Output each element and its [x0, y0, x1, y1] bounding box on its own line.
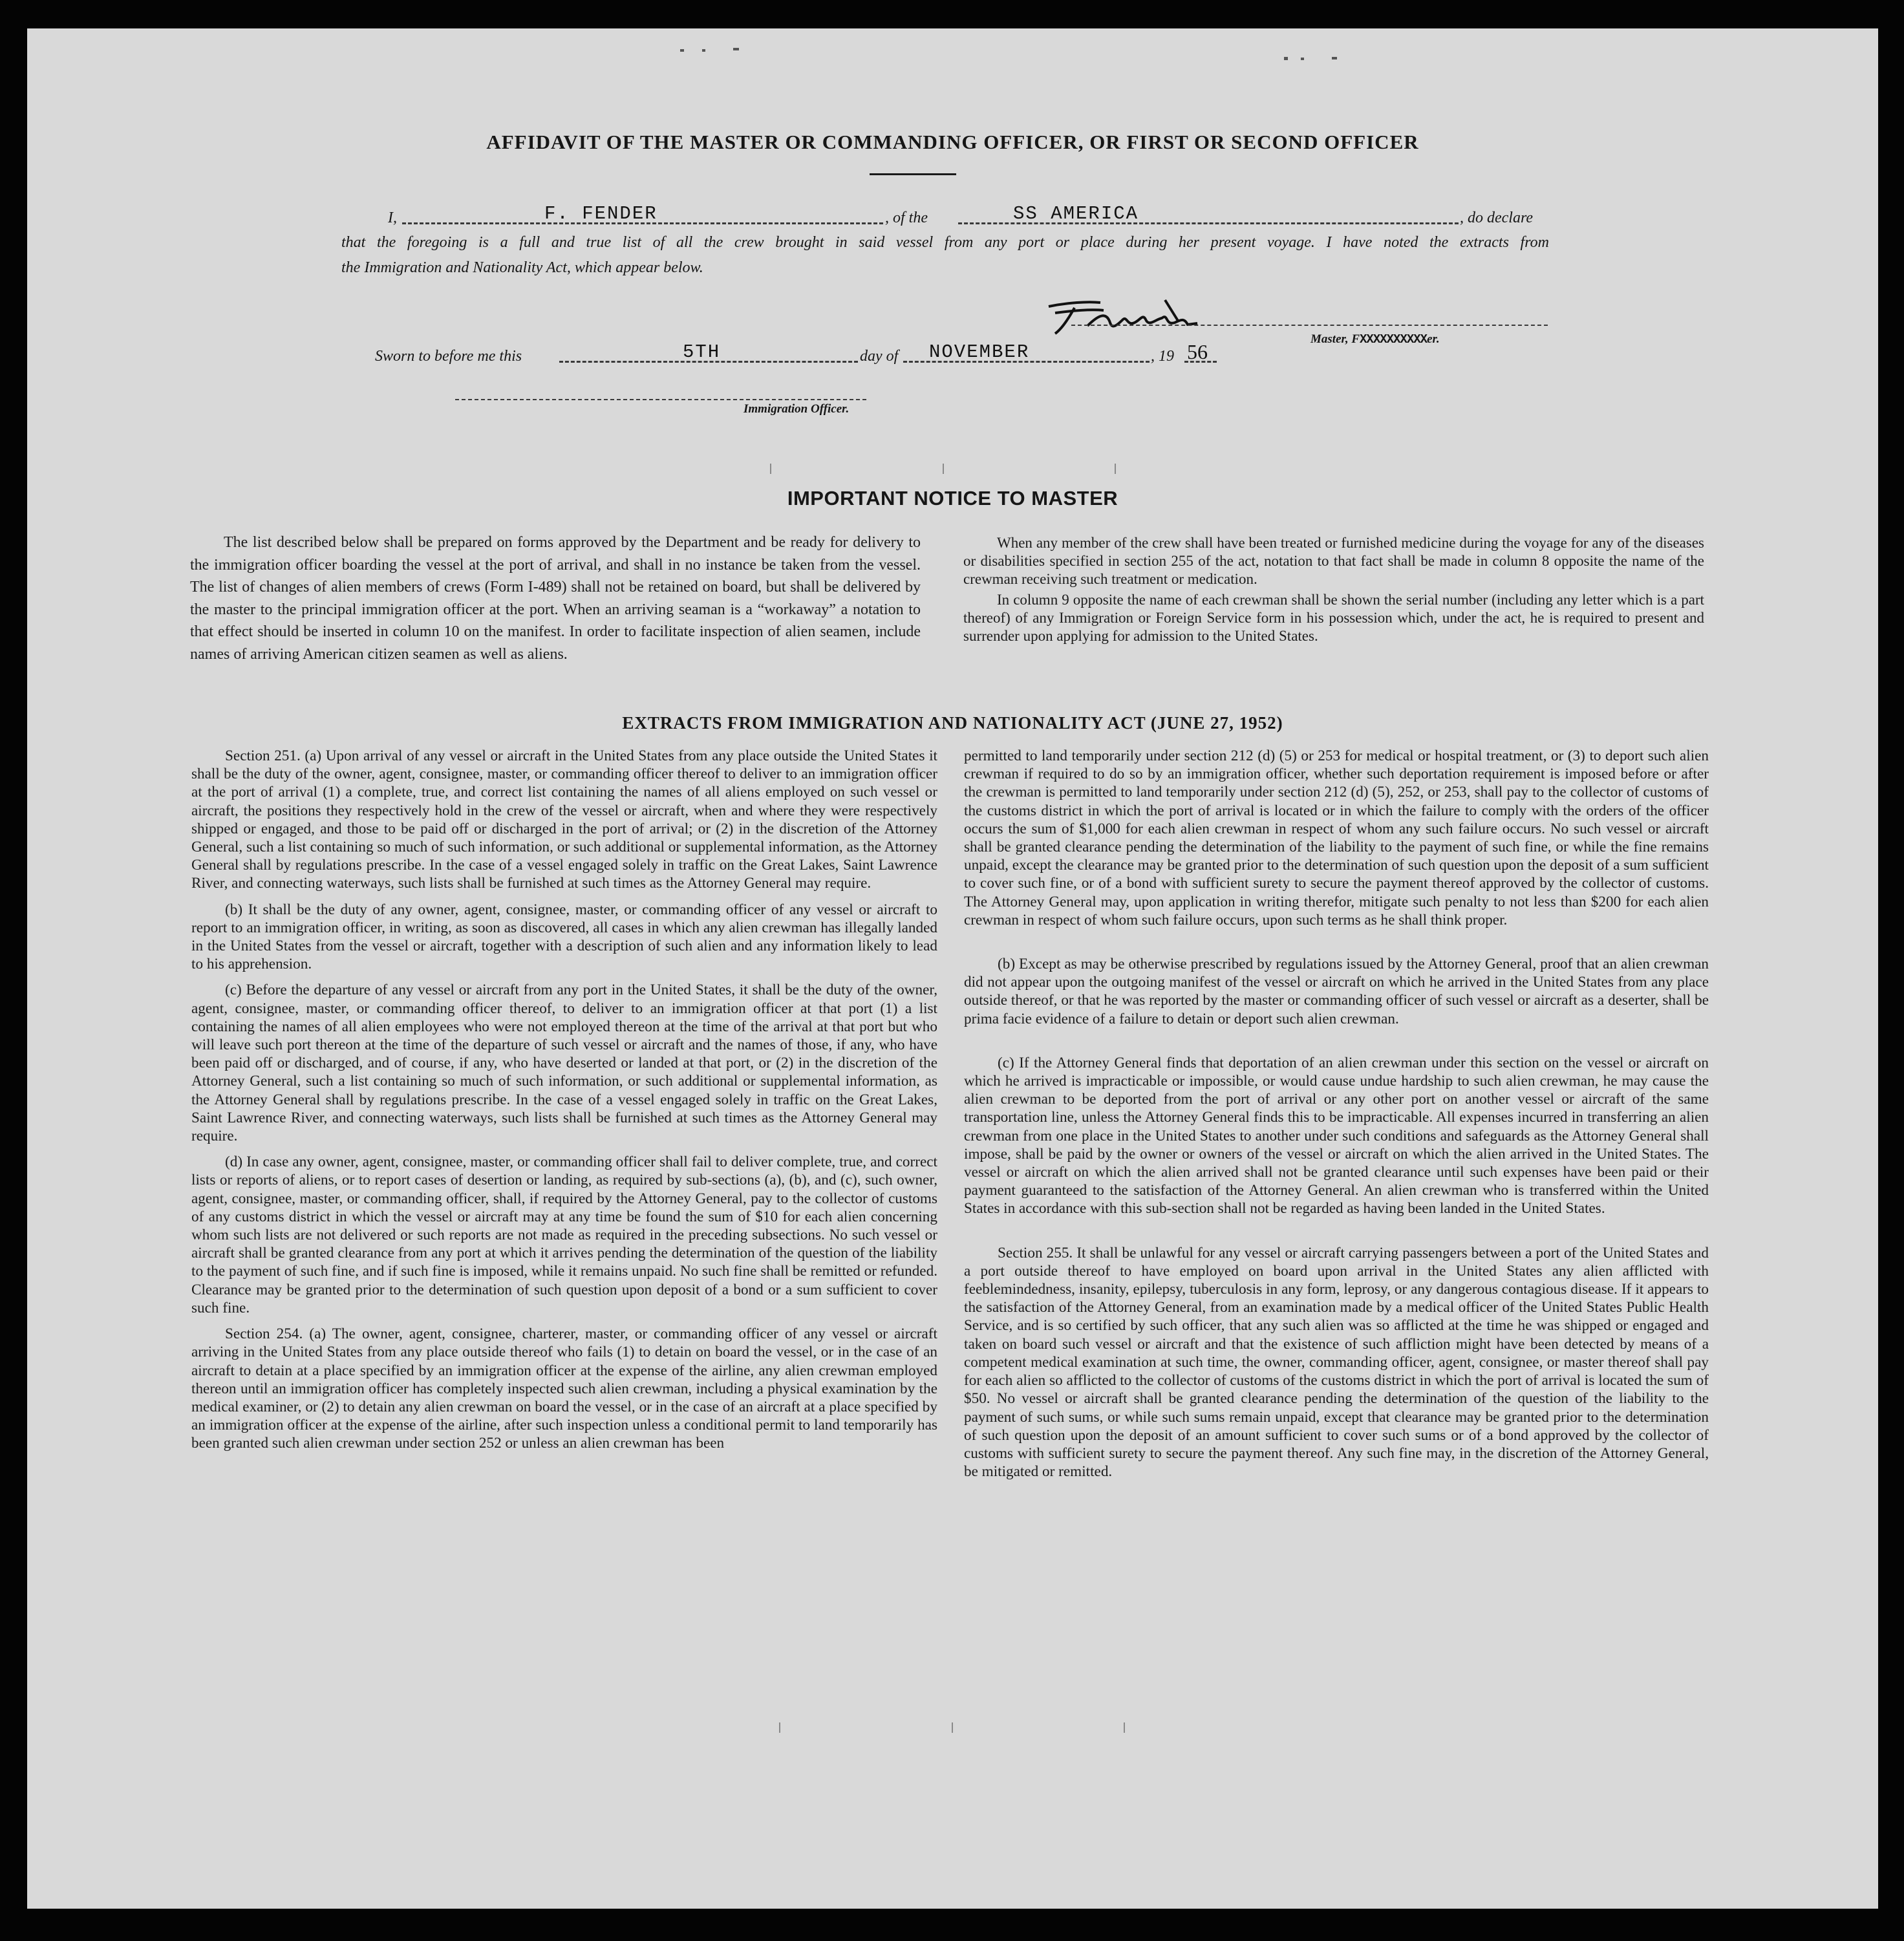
notice-title: IMPORTANT NOTICE TO MASTER — [787, 487, 1118, 509]
section-251b: (b) It shall be the duty of any owner, agent, consignee, master, or commanding officer of any vessel or aircraft to report to an immigration officer, in writing, as soon as discovered, all cases in which any alien crewman has illegally landed in the United States from the vessel or aircraft, together with a description of such alien and any information likely to lead to his apprehension. — [191, 901, 937, 973]
scan-speck — [1332, 57, 1337, 59]
declaration-line-3: the Immigration and Nationality Act, which appear below. — [341, 259, 703, 276]
section-254a-continued: permitted to land temporarily under section 212 (d) (5) or 253 for medical or hospital treatment, or (3) to deport such alien crewman if required to do so by an immigration officer, whether such deportation requirement is imposed before or after the crewman is permitted to land temporarily under section 212 (d) (5), 252, or 253, shall pay to the collector of customs of the customs district in which the port of arrival is located or in which the failure to comply with the orders of the officer occurs the sum of $1,000 for each alien crewman in respect of whom any such failure occurs. No such vessel or aircraft shall be granted clearance pending the determination of the liability to the payment of such fine, or while the fine remains unpaid, except the clearance may be granted prior to the determination of such question upon the deposit of a sum sufficient to cover such fine, or of a bond with sufficient surety to secure the payment thereof approved by the collector of customs. The Attorney General may, upon application in writing therefor, mitigate such penalty to not less than $200 for each alien crewman in respect of whom such failure occurs, upon such terms as he shall think proper. — [964, 747, 1709, 928]
notice-left-paragraph: The list described below shall be prepared on forms approved by the Department and be ready for delivery to the immigration officer boarding the vessel at the port of arrival, and shall in no instance be taken from the vessel. The list of changes of alien members of crews (Form I-489) shall not be retained on board, but shall be delivered by the master to the principal immigration officer at the port. When an arriving seaman is a “workaway” a notation to that effect should be inserted in column 10 on the manifest. In order to facilitate inspection of alien seamen, include names of arriving American citizen seamen as well as aliens. — [190, 534, 921, 663]
notice-left-column — [190, 531, 921, 665]
year-prefix-label: , 19 — [1151, 348, 1174, 365]
scan-speck — [733, 48, 739, 50]
scan-tick — [952, 1722, 953, 1733]
signer-title — [1310, 332, 1440, 347]
scan-speck — [1284, 57, 1288, 60]
title-underline — [870, 173, 956, 175]
immigration-officer-label: Immigration Officer. — [743, 402, 850, 416]
section-251d: (d) In case any owner, agent, consignee, master, or commanding officer shall fail to deliver complete, true, and correct lists or reports of aliens, or to report cases of desertion or landing, as required by sub-sections (a), (b), and (c), such owner, agent, consignee, master, or commanding officer, shall, if required by the Attorney General, pay to the collector of customs of any customs district in which the vessel or aircraft may at any time be found the sum of $10 for each alien concerning whom such lists are not delivered or such reports are not made as required in the preceding subsections. No such vessel or aircraft shall be granted clearance from any port at which it arrives pending the determination of the question of the liability to the payment of such fine, and if such fine is imposed, while it remains unpaid. No such fine shall be remitted or refunded. Clearance may be granted prior to the determination of such question upon deposit of a bond or a sum sufficient to cover such fine. — [191, 1153, 937, 1316]
immigration-officer-signature-line — [455, 399, 866, 400]
notice-right-column — [963, 534, 1704, 645]
scan-speck — [702, 49, 705, 52]
vessel-name-field[interactable]: SS AMERICA — [1013, 203, 1139, 224]
scan-tick — [779, 1722, 780, 1733]
signer-title-start: Master, F — [1310, 332, 1360, 346]
do-declare-label: , do declare — [1460, 209, 1534, 226]
officer-name-field[interactable]: F. FENDER — [544, 203, 658, 224]
section-254a: Section 254. (a) The owner, agent, consignee, charterer, master, or commanding officer of any vessel or aircraft arriving in the United States from any place outside thereof who fails (1) to detain on board the vessel, or in the case of an aircraft to detain at a place specified by an immigration officer at the expense of the airline, any alien crewman employed thereon until an immigration officer has completely inspected such alien crewman, including a physical examination by the medical examiner, or (2) to detain any alien crewman on board the vessel, or in the case of an aircraft at a place specified by an immigration officer at the expense of the airline, after such inspection unless a conditional permit to land temporarily has been granted such alien crewman under section 252 or unless an alien crewman has been — [191, 1325, 937, 1452]
extracts-left-column — [191, 747, 937, 1453]
declaration-line-2: that the foregoing is a full and true list of all the crew brought in said vessel from any port or place during her present voyage. I have noted the extracts from — [341, 234, 1549, 251]
section-254b: (b) Except as may be otherwise prescribed by regulations issued by the Attorney General, proof that an alien crewman did not appear upon the outgoing manifest of the vessel or aircraft on which he arrived in the United States from any place outside thereof, or that he was reported by the master or commanding officer of such vessel or aircraft as a deserter, shall be prima facie evidence of a failure to detain or deport such alien crewman. — [964, 956, 1709, 1027]
sworn-year-field[interactable]: 56 — [1187, 340, 1208, 363]
notice-right-paragraph-2: In column 9 opposite the name of each crewman shall be shown the serial number (including any letter which is a part thereof) of any Immigration or Foreign Service form in his possession which, under the act, he is required to present and surrender upon applying for admission to the United States. — [963, 592, 1704, 644]
section-255: Section 255. It shall be unlawful for any vessel or aircraft carrying passengers between a port of the United States and a port outside thereof to have employed on board upon arrival in the United States any alien afflicted with feeblemindedness, insanity, epilepsy, tuberculosis in any form, leprosy, or any dangerous contagious disease. If it appears to the satisfaction of the Attorney General, from an examination made by a medical officer of the United States Public Health Service, and is so certified by such officer, that any such alien was so afflicted at the time he was shipped or engaged and taken on board such vessel or aircraft and that the existence of such affliction might have been detected by means of a competent medical examination at such time, the owner, commanding officer, agent, consignee, or master thereof shall pay for each alien so afflicted to the collector of customs of the customs district in which the port of arrival is located the sum of $50. No vessel or aircraft shall be granted clearance pending the determination of the question of the liability to the payment of such sums, or while such sums remain unpaid, except that clearance may be granted prior to the determination of such question upon the deposit of an amount sufficient to cover such sums or of a bond approved by the collector of customs with sufficient surety to secure the payment thereof. Any such fine may, in the discretion of the Attorney General, be mitigated or remitted. — [964, 1244, 1709, 1481]
sworn-month-field[interactable]: NOVEMBER — [929, 341, 1030, 363]
i-label: I, — [388, 209, 397, 226]
scan-speck — [680, 49, 684, 52]
section-254c: (c) If the Attorney General finds that deportation of an alien crewman under this section on the vessel or aircraft on which he arrived is impracticable or impossible, or would cause undue hardship to such alien crewman, he may cause the alien crewman to be deported from the port of arrival or any other port on another vessel or aircraft of the same transportation line, unless the Attorney General finds this to be impracticable. All expenses incurred in transferring an alien crewman from one place in the United States to another under such conditions and safeguards as the Attorney General shall impose, shall be paid by the owner or owners of the vessel or aircraft on which the alien arrived in the United States. The vessel or aircraft on which the alien arrived shall not be granted clearance until such expenses have been paid or their payment guaranteed to the satisfaction of the Attorney General. An alien crewman who is transferred within the United States in accordance with this sub-section shall not be regarded as having been landed in the United States. — [964, 1054, 1709, 1217]
affidavit-title: AFFIDAVIT OF THE MASTER OR COMMANDING OFFICER, OR FIRST OR SECOND OFFICER — [486, 131, 1419, 153]
of-the-label: , of the — [885, 209, 928, 226]
sworn-label: Sworn to before me this — [375, 348, 522, 365]
extracts-title: EXTRACTS FROM IMMIGRATION AND NATIONALITY ACT (JUNE 27, 1952) — [622, 713, 1283, 733]
section-251c: (c) Before the departure of any vessel or aircraft from any port in the United States, it shall be the duty of the owner, agent, consignee, master, or commanding officer thereof, to deliver to an immigration officer at that port (1) a list containing the names of all alien employees who were not employed thereon at the time of the arrival at that port but who will leave such port thereon at the time of the departure of such vessel or aircraft and the names of those, if any, who have been paid off or discharged, and of course, if any, who have deserted or landed at that port, or (2) in the discretion of the Attorney General, such a list containing so much of such information, or such additional or supplemental information, as the Attorney General shall by regulations prescribe. In the case of a vessel engaged solely in traffic on the Great Lakes, Saint Lawrence River, and connecting waterways, such lists shall be furnished at such times as the Attorney General may require. — [191, 981, 937, 1145]
master-signature — [1029, 294, 1249, 339]
sworn-day-field[interactable]: 5TH — [683, 341, 721, 363]
signer-title-end: er. — [1427, 332, 1440, 346]
extracts-right-column — [964, 747, 1709, 1481]
notice-right-paragraph-1: When any member of the crew shall have been treated or furnished medicine during the voyage for any of the diseases or disabilities specified in section 255 of the act, notation to that fact shall be made in column 8 opposite the name of the crewman receiving such treatment or medication. — [963, 535, 1704, 587]
document-page — [27, 28, 1878, 1909]
scan-tick — [770, 464, 771, 474]
signer-title-struck: XXXXXXXXXX — [1360, 332, 1428, 347]
signature-line — [1071, 325, 1548, 326]
scan-tick — [1124, 1722, 1125, 1733]
scan-tick — [1115, 464, 1116, 474]
scan-speck — [1301, 58, 1304, 60]
scan-tick — [943, 464, 944, 474]
day-of-label: day of — [860, 348, 899, 365]
section-251a: Section 251. (a) Upon arrival of any vessel or aircraft in the United States from any place outside the United States it shall be the duty of the owner, agent, consignee, master, or commanding officer thereof to deliver to an immigration officer at the port of arrival (1) a complete, true, and correct list containing the names of all aliens employed on such vessel or aircraft, the positions they respectively hold in the crew of the vessel or aircraft, when and where they were respectively shipped or engaged, and those to be paid off or discharged in the port of arrival; or (2) in the discretion of the Attorney General, such a list containing so much of such information, or such additional or supplemental information, as the Attorney General shall by regulations prescribe. In the case of a vessel engaged solely in traffic on the Great Lakes, Saint Lawrence River, and connecting waterways, such lists shall be furnished at such times as the Attorney General may require. — [191, 747, 937, 892]
